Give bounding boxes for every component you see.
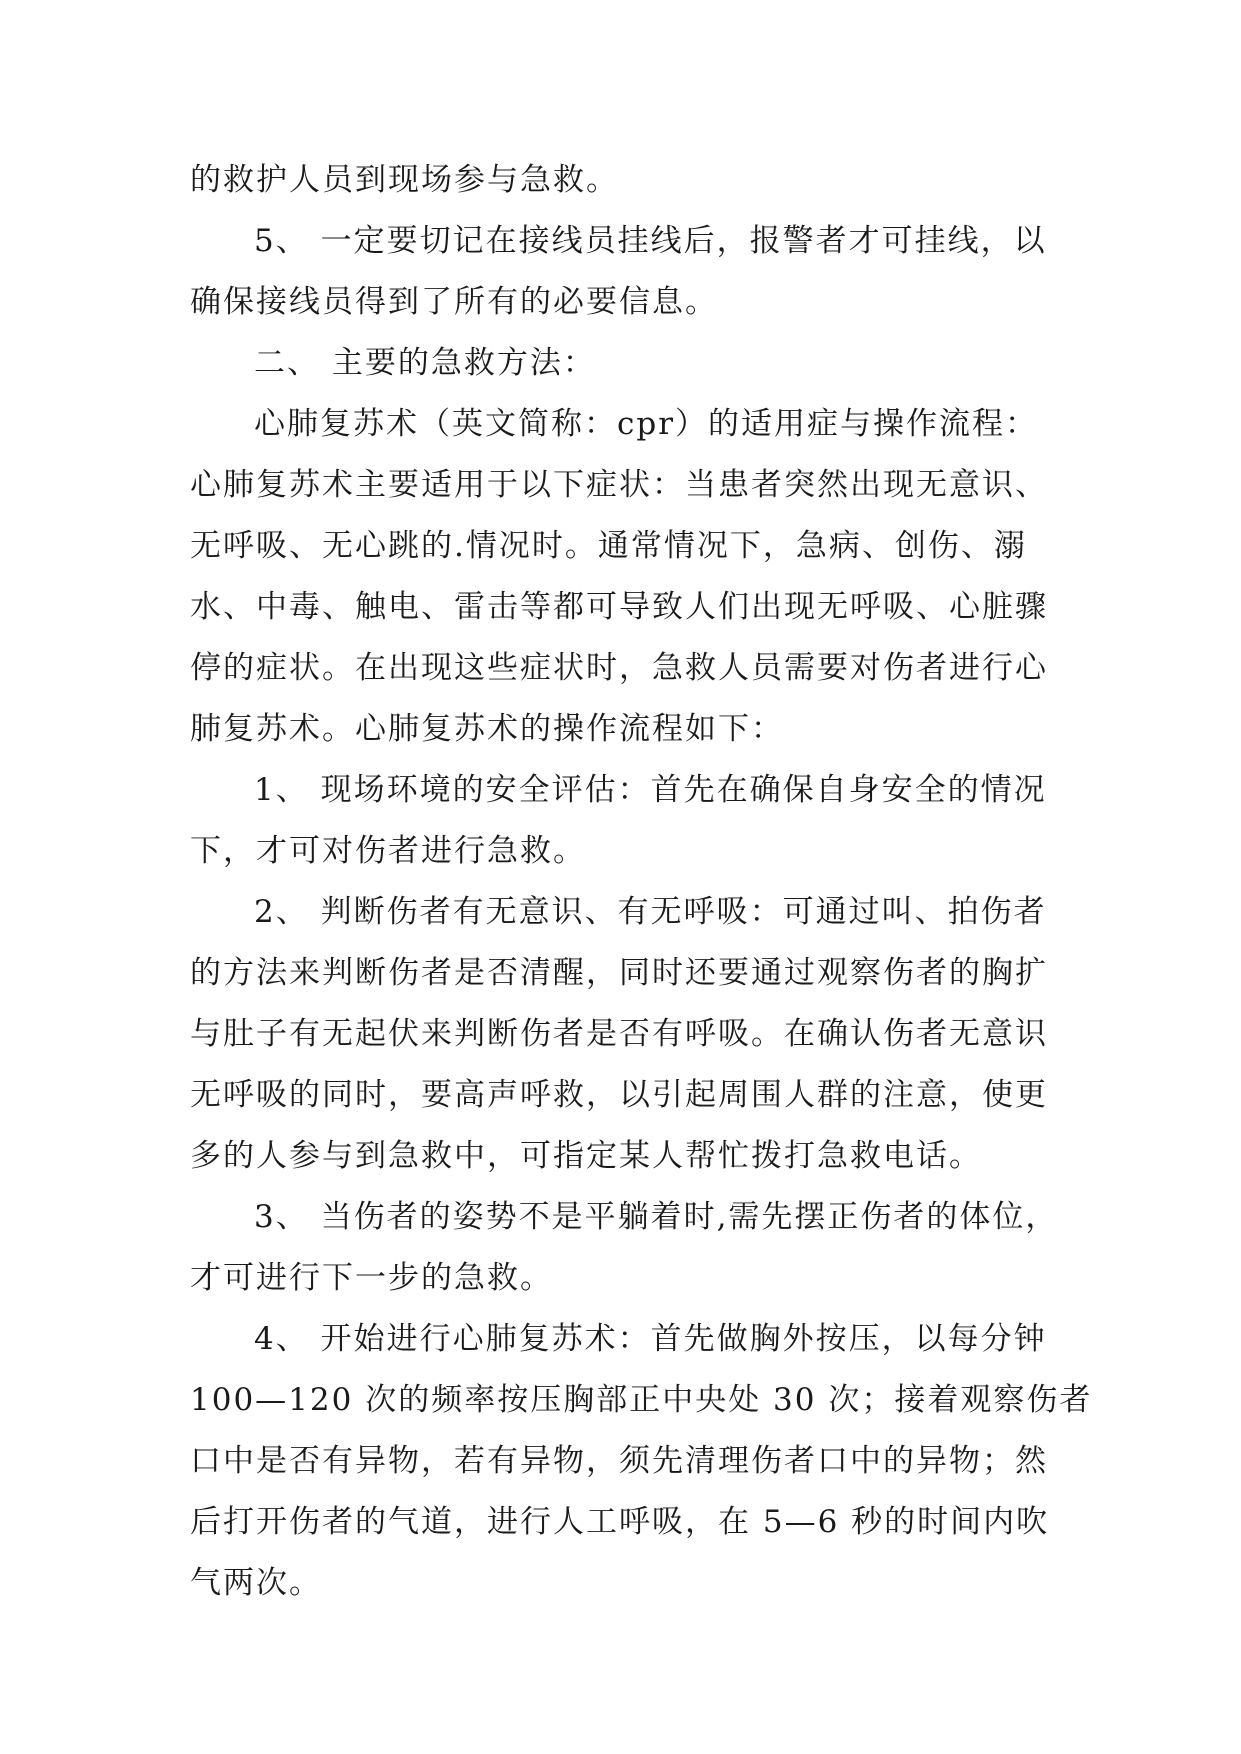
text-line: 气两次。 — [190, 1565, 322, 1601]
text-line: 肺复苏术。心肺复苏术的操作流程如下： — [190, 711, 784, 747]
text-line: 的方法来判断伤者是否清醒，同时还要通过观察伤者的胸扩 — [190, 955, 1048, 991]
text-line: 下，才可对伤者进行急救。 — [190, 833, 586, 869]
text-line: 的救护人员到现场参与急救。 — [190, 162, 619, 198]
text-line: 后打开伤者的气道，进行人工呼吸，在 5—6 秒的时间内吹 — [190, 1504, 1050, 1540]
text-line: 多的人参与到急救中，可指定某人帮忙拨打急救电话。 — [190, 1138, 982, 1174]
text-line: 停的症状。在出现这些症状时，急救人员需要对伤者进行心 — [190, 650, 1048, 686]
text-line: 水、中毒、触电、雷击等都可导致人们出现无呼吸、心脏骤 — [190, 589, 1048, 625]
body-text — [190, 150, 1093, 1614]
section-heading: 二、 主要的急救方法： — [254, 345, 596, 381]
text-line: 确保接线员得到了所有的必要信息。 — [190, 284, 718, 320]
text-line: 与肚子有无起伏来判断伤者是否有呼吸。在确认伤者无意识 — [190, 1016, 1048, 1052]
text-line: 1、 现场环境的安全评估：首先在确保自身安全的情况 — [254, 772, 1047, 808]
text-line: 2、 判断伤者有无意识、有无呼吸：可通过叫、拍伤者 — [254, 894, 1047, 930]
text-line: 100—120 次的频率按压胸部正中央处 30 次；接着观察伤者 — [190, 1382, 1093, 1418]
text-line: 3、 当伤者的姿势不是平躺着时,需先摆正伤者的体位， — [254, 1199, 1059, 1235]
text-line: 5、 一定要切记在接线员挂线后，报警者才可挂线，以 — [254, 223, 1047, 259]
text-line: 心肺复苏术主要适用于以下症状：当患者突然出现无意识、 — [190, 467, 1048, 503]
text-line: 才可进行下一步的急救。 — [190, 1260, 553, 1296]
text-line: 无呼吸的同时，要高声呼救，以引起周围人群的注意，使更 — [190, 1077, 1048, 1113]
text-line: 心肺复苏术（英文简称：cpr）的适用症与操作流程： — [254, 406, 1039, 442]
text-line: 无呼吸、无心跳的.情况时。通常情况下，急病、创伤、溺 — [190, 528, 1027, 564]
text-line: 4、 开始进行心肺复苏术：首先做胸外按压，以每分钟 — [254, 1321, 1047, 1357]
text-line: 口中是否有异物，若有异物，须先清理伤者口中的异物；然 — [190, 1443, 1048, 1479]
